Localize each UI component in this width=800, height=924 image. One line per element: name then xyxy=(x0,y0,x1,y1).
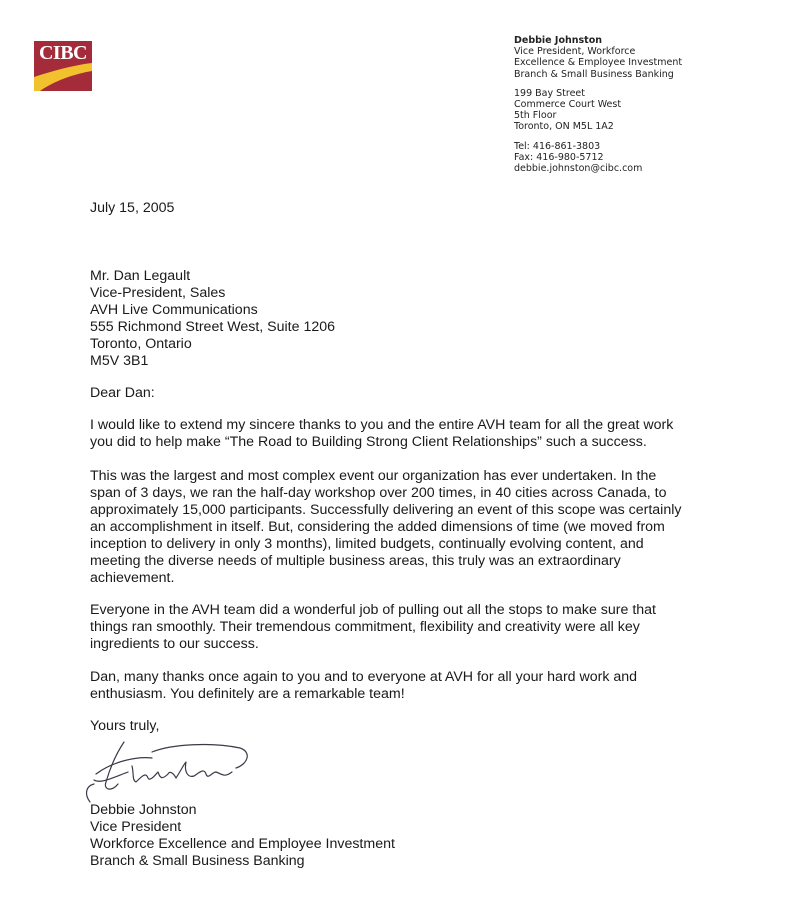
paragraph-line: meeting the diverse needs of multiple business areas, this truly was an extraordinary xyxy=(90,553,621,569)
sender-address-line: 5th Floor xyxy=(514,110,557,122)
sender-fax: Fax: 416-980-5712 xyxy=(514,151,604,163)
signer-department: Workforce Excellence and Employee Investment xyxy=(90,836,395,852)
paragraph-line: Dan, many thanks once again to you and to everyone at AVH for all your hard work and xyxy=(90,669,638,685)
sender-email: debbie.johnston@cibc.com xyxy=(514,163,643,175)
sender-title-line: Excellence & Employee Investment xyxy=(514,57,683,69)
sender-address-line: Commerce Court West xyxy=(514,99,622,111)
paragraph-line: ingredients to our success. xyxy=(90,636,259,652)
paragraph-line: span of 3 days, we ran the half-day workshop over 200 times, in 40 cities across Canada, to xyxy=(90,485,667,501)
signer-division: Branch & Small Business Banking xyxy=(90,853,305,869)
signer-name: Debbie Johnston xyxy=(90,802,197,818)
closing: Yours truly, xyxy=(90,718,160,734)
paragraph-line: things ran smoothly. Their tremendous commitment, flexibility and creativity were all key xyxy=(90,619,640,635)
paragraph-line: Everyone in the AVH team did a wonderful job of pulling out all the stops to make sure that xyxy=(90,602,656,618)
salutation: Dear Dan: xyxy=(90,385,155,401)
cibc-logo xyxy=(34,41,92,91)
sender-name: Debbie Johnston xyxy=(514,35,603,46)
recipient-line: 555 Richmond Street West, Suite 1206 xyxy=(90,319,336,335)
paragraph-2 xyxy=(90,468,681,587)
recipient-line: Toronto, Ontario xyxy=(90,336,192,352)
paragraph-1 xyxy=(90,417,673,451)
recipient-line: Mr. Dan Legault xyxy=(90,268,191,284)
signer-title: Vice President xyxy=(90,819,182,835)
sender-title-line: Vice President, Workforce xyxy=(514,46,636,58)
paragraph-4 xyxy=(90,669,637,703)
paragraph-line: inception to delivery in only 3 months), limited budgets, continually evolving content, and xyxy=(90,536,644,552)
sender-address-line: 199 Bay Street xyxy=(514,87,585,99)
handwritten-signature xyxy=(72,732,262,812)
paragraph-line: approximately 15,000 participants. Successfully delivering an event of this scope was certainly xyxy=(90,502,682,518)
recipient-line: M5V 3B1 xyxy=(90,353,149,369)
logo-text: CIBC xyxy=(38,42,87,64)
paragraph-3 xyxy=(90,602,656,653)
signature-block xyxy=(90,802,395,870)
paragraph-line: I would like to extend my sincere thanks to you and the entire AVH team for all the great work xyxy=(90,417,674,433)
paragraph-line: achievement. xyxy=(90,570,175,586)
paragraph-line: This was the largest and most complex event our organization has ever undertaken. In the xyxy=(90,468,657,484)
sender-title-line: Branch & Small Business Banking xyxy=(514,68,674,80)
logo-swoosh-icon xyxy=(34,41,92,91)
paragraph-line: you did to help make “The Road to Building Strong Client Relationships” such a success. xyxy=(90,434,647,450)
recipient-block xyxy=(90,268,335,370)
sender-tel: Tel: 416-861-3803 xyxy=(514,140,601,152)
paragraph-line: an accomplishment in itself. But, considering the added dimensions of time (we moved from xyxy=(90,519,665,535)
recipient-line: Vice-President, Sales xyxy=(90,285,226,301)
paragraph-line: enthusiasm. You definitely are a remarkable team! xyxy=(90,686,405,702)
sender-block xyxy=(514,35,784,182)
recipient-line: AVH Live Communications xyxy=(90,302,258,318)
sender-address-line: Toronto, ON M5L 1A2 xyxy=(514,121,614,133)
letter-date: July 15, 2005 xyxy=(90,200,175,216)
